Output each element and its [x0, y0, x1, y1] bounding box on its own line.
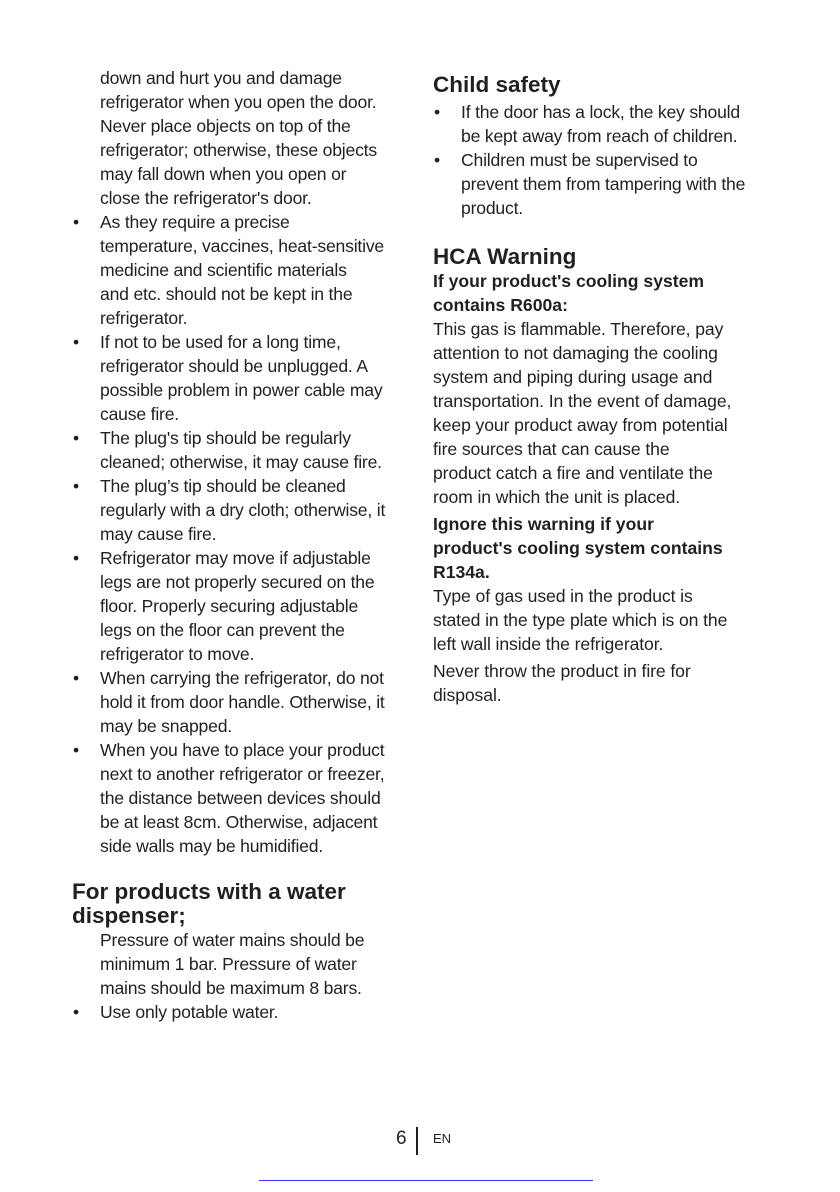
bullet-icon: • — [73, 668, 79, 688]
list-item — [433, 148, 778, 220]
footer-link-underline — [259, 1180, 593, 1181]
text-line: transportation. In the event of damage, — [433, 391, 732, 411]
page-number: 6 — [396, 1128, 407, 1149]
water-dispenser-heading — [72, 880, 412, 928]
footer-divider — [416, 1127, 418, 1155]
text-line: Pressure of water mains should be — [100, 930, 365, 950]
text-line: and etc. should not be kept in the — [100, 284, 353, 304]
text-line: This gas is flammable. Therefore, pay — [433, 319, 724, 339]
bullet-icon: • — [73, 332, 79, 352]
text-line: fire sources that can cause the — [433, 439, 670, 459]
text-line: As they require a precise — [100, 212, 290, 232]
text-line: may be snapped. — [100, 716, 232, 736]
text-line: product catch a fire and ventilate the — [433, 463, 713, 483]
text-line: cause fire. — [100, 404, 179, 424]
text-line: may cause fire. — [100, 524, 217, 544]
text-line: down and hurt you and damage — [100, 68, 342, 88]
water-intro-text — [72, 928, 412, 1000]
list-item — [72, 546, 412, 666]
bullet-icon: • — [73, 428, 79, 448]
text-line: cleaned; otherwise, it may cause fire. — [100, 452, 382, 472]
text-line: product's cooling system contains — [433, 538, 723, 558]
hca-paragraph-flammable — [433, 317, 778, 509]
text-line: prevent them from tampering with the — [461, 174, 746, 194]
text-line: close the refrigerator's door. — [100, 188, 312, 208]
text-line: When you have to place your product — [100, 740, 385, 760]
text-line: If your product's cooling system — [433, 271, 705, 291]
child-safety-heading: Child safety — [433, 72, 561, 97]
bullet-icon: • — [73, 1002, 79, 1022]
text-line: R134a. — [433, 562, 490, 582]
text-line: mains should be maximum 8 bars. — [100, 978, 362, 998]
hca-subheading-r600a — [433, 269, 778, 317]
text-line: attention to not damaging the cooling — [433, 343, 718, 363]
text-line: contains R600a: — [433, 295, 568, 315]
text-line: Never throw the product in fire for — [433, 661, 691, 681]
water-bullet-list — [72, 1000, 412, 1024]
text-line: minimum 1 bar. Pressure of water — [100, 954, 357, 974]
text-line: refrigerator to move. — [100, 644, 255, 664]
text-line: refrigerator when you open the door. — [100, 92, 377, 112]
text-line: If the door has a lock, the key should — [461, 102, 740, 122]
text-line: possible problem in power cable may — [100, 380, 383, 400]
text-line: refrigerator; otherwise, these objects — [100, 140, 377, 160]
text-line: Type of gas used in the product is — [433, 586, 693, 606]
text-line: disposal. — [433, 685, 502, 705]
text-line: side walls may be humidified. — [100, 836, 324, 856]
list-item — [433, 100, 778, 148]
text-line: Ignore this warning if your — [433, 514, 654, 534]
child-safety-list — [433, 100, 778, 220]
text-line: Never place objects on top of the — [100, 116, 351, 136]
list-item — [72, 330, 412, 426]
text-line: When carrying the refrigerator, do not — [100, 668, 384, 688]
heading-line: dispenser; — [72, 903, 186, 928]
text-line: If not to be used for a long time, — [100, 332, 341, 352]
text-line: refrigerator should be unplugged. A — [100, 356, 368, 376]
text-line: The plug’s tip should be cleaned — [100, 476, 346, 496]
text-line: system and piping during usage and — [433, 367, 713, 387]
bullet-icon: • — [434, 102, 440, 122]
text-line: temperature, vaccines, heat-sensitive — [100, 236, 385, 256]
bullet-icon: • — [73, 212, 79, 232]
bullet-icon: • — [73, 740, 79, 760]
text-line: next to another refrigerator or freezer, — [100, 764, 385, 784]
right-column — [433, 73, 778, 707]
text-line: stated in the type plate which is on the — [433, 610, 728, 630]
text-line: legs are not properly secured on the — [100, 572, 375, 592]
bullet-icon: • — [73, 476, 79, 496]
text-line: be at least 8cm. Otherwise, adjacent — [100, 812, 378, 832]
text-line: refrigerator. — [100, 308, 188, 328]
text-line: Use only potable water. — [100, 1002, 279, 1022]
list-item — [72, 210, 412, 330]
list-item — [72, 1000, 412, 1024]
text-line: keep your product away from potential — [433, 415, 728, 435]
text-line: medicine and scientific materials — [100, 260, 347, 280]
text-line: be kept away from reach of children. — [461, 126, 738, 146]
list-item — [72, 666, 412, 738]
intro-text — [72, 66, 412, 210]
text-line: Children must be supervised to — [461, 150, 698, 170]
list-item — [72, 738, 412, 858]
list-item — [72, 426, 412, 474]
bullet-icon: • — [434, 150, 440, 170]
text-line: product. — [461, 198, 523, 218]
hca-paragraph-disposal — [433, 659, 778, 707]
text-line: may fall down when you open or — [100, 164, 347, 184]
list-item — [72, 474, 412, 546]
text-line: left wall inside the refrigerator. — [433, 634, 664, 654]
text-line: floor. Properly securing adjustable — [100, 596, 359, 616]
hca-paragraph-gas-type — [433, 584, 778, 656]
text-line: The plug's tip should be regularly — [100, 428, 351, 448]
left-column — [72, 66, 412, 1024]
hca-subheading-r134a — [433, 512, 778, 584]
text-line: room in which the unit is placed. — [433, 487, 681, 507]
text-line: the distance between devices should — [100, 788, 381, 808]
text-line: Refrigerator may move if adjustable — [100, 548, 371, 568]
language-code: EN — [433, 1131, 452, 1146]
text-line: legs on the floor can prevent the — [100, 620, 345, 640]
bullet-icon: • — [73, 548, 79, 568]
heading-line: For products with a water — [72, 879, 346, 904]
text-line: regularly with a dry cloth; otherwise, it — [100, 500, 386, 520]
text-line: hold it from door handle. Otherwise, it — [100, 692, 385, 712]
hca-warning-heading: HCA Warning — [433, 244, 577, 269]
safety-bullet-list — [72, 210, 412, 858]
